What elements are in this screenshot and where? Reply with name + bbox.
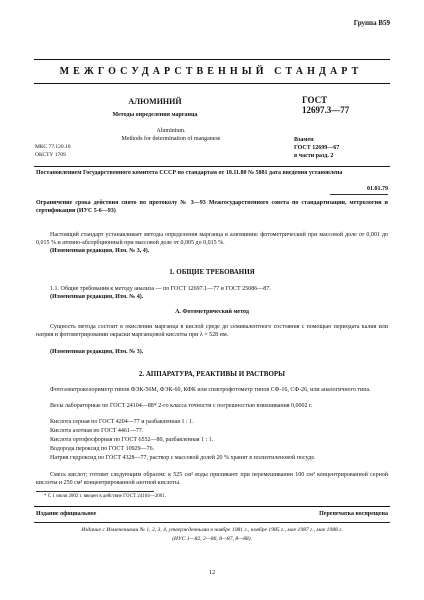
- section-1-title: 1. ОБЩИЕ ТРЕБОВАНИЯ: [169, 268, 255, 276]
- section-a-text: Сущность метода состоит в окислении марганца в кислой среде до семивалентного состояния с помощью периодата калия или натрия и фотометрировании окраски марганцовой кислоты при λ = 528 нм.: [36, 324, 388, 338]
- document-subtitle: Методы определения марганца: [112, 112, 198, 118]
- intro-edition-note: (Измененная редакция, Изм. № 3, 4).: [50, 248, 150, 254]
- list-item: Смесь кислот; готовят следующим образом: к 525 см³ воды приливают при перемешивании 100 см³ концентрированной серной кислоты и 250 см³ концентрированной азотной кислоты.: [36, 472, 388, 486]
- reprint-prohibited-label: Перепечатка воспрещена: [319, 511, 388, 517]
- resolution-text: Постановлением Государственного комитета СССР по стандартам от 18.11.80 № 5881 дата введения установлена: [36, 170, 343, 176]
- official-edition-label: Издание официальное: [36, 511, 97, 517]
- latin-title-block: [86, 127, 256, 143]
- gost-designation: [302, 95, 349, 115]
- group-code: Группа В59: [353, 19, 390, 27]
- footnote: * С 1 июля 2002 г. введен в действие ГОСТ 24104—2001.: [44, 494, 166, 499]
- standard-banner: МЕЖГОСУДАРСТВЕННЫЙ СТАНДАРТ: [59, 66, 363, 77]
- list-item: Кислота азотная по ГОСТ 4461—77.: [50, 428, 144, 434]
- page-number: 12: [208, 569, 216, 576]
- section-a-edition: (Измененная редакция, Изм. № 3).: [50, 349, 144, 355]
- section-1-text: 1.1. Общие требования к методу анализа — по ГОСТ 12697.1—77 и ГОСТ 25086—87.: [50, 286, 271, 292]
- banner-divider: [34, 83, 390, 84]
- replace-part: в части разд. 2: [294, 153, 334, 159]
- intro-paragraph: Настоящий стандарт устанавливает методы определения марганца в алюминии: фотометрический при массовой доле от 0,001 до 0,015 % и атомно-абсорбционный при массовой доле от 0,005 до 0,015 %.: [36, 232, 388, 246]
- section-1-edition: (Измененная редакция, Изм. № 4).: [50, 294, 144, 300]
- document-title: АЛЮМИНИЙ: [128, 97, 182, 106]
- section-a-title: А. Фотометрический метод: [175, 309, 249, 315]
- list-item: Весы лабораторные по ГОСТ 24104—88* 2-го класса точности с погрешностью взвешивания 0,0002 г.: [50, 403, 313, 409]
- list-item: Фотоэлектроколориметр типов ФЭК-56М, ФЭК-60, КФК или спектрофотометр типов СФ-16, СФ-26, или аналогичного типа.: [50, 387, 371, 393]
- top-divider: [34, 59, 390, 60]
- date-underline: [330, 194, 388, 195]
- list-item: Водорода пероксид по ГОСТ 10929—76.: [50, 446, 155, 452]
- latin-subtitle: Methods for determination of manganese: [121, 136, 221, 142]
- edition-note-line1: Издание с Изменениями № 1, 2, 3, 4, утвержденными в ноябре 1981 г., ноябре 1985 г., мае 1987 г., мае 1988 г.: [81, 527, 343, 533]
- gost-label: ГОСТ: [302, 95, 328, 105]
- replace-label: Взамен: [294, 137, 314, 143]
- limitation-text: Ограничение срока действия снято по протоколу № 3—93 Межгосударственного совета по стандартизации, метрологии и сертификации (ИУС 5-6—93): [36, 200, 388, 214]
- replace-gost: ГОСТ 12699—67: [294, 145, 340, 151]
- mks-code: МКС 77.120.10: [35, 144, 71, 150]
- header-bottom-divider: [34, 166, 390, 167]
- introduction-date: 01.01.79: [367, 186, 388, 192]
- footer-divider: [34, 506, 390, 507]
- replacement-note: [294, 136, 339, 160]
- edition-note-line2: (ИУС 1—82, 2—86, 8—87, 8—88).: [172, 536, 252, 542]
- footer-inner-divider: [34, 522, 390, 523]
- latin-title: Aluminium.: [156, 128, 186, 134]
- list-item: Натрия гидроксид по ГОСТ 4328—77, раствор с массовой долей 20 % хранят в полиэтиленовой посуде.: [50, 455, 316, 461]
- section-2-title: 2. АППАРАТУРА, РЕАКТИВЫ И РАСТВОРЫ: [138, 370, 286, 378]
- okstu-code: ОКСТУ 1709: [35, 151, 66, 158]
- list-item: Кислота ортофосфорная по ГОСТ 6552—80, разбавленная 1 : 1.: [50, 437, 214, 443]
- classification-codes: [35, 144, 70, 159]
- list-item: Кислота серная по ГОСТ 4204—77 и разбавленная 1 : 1.: [50, 419, 194, 425]
- gost-number: 12697.3—77: [302, 105, 350, 115]
- footnote-divider: [36, 491, 154, 492]
